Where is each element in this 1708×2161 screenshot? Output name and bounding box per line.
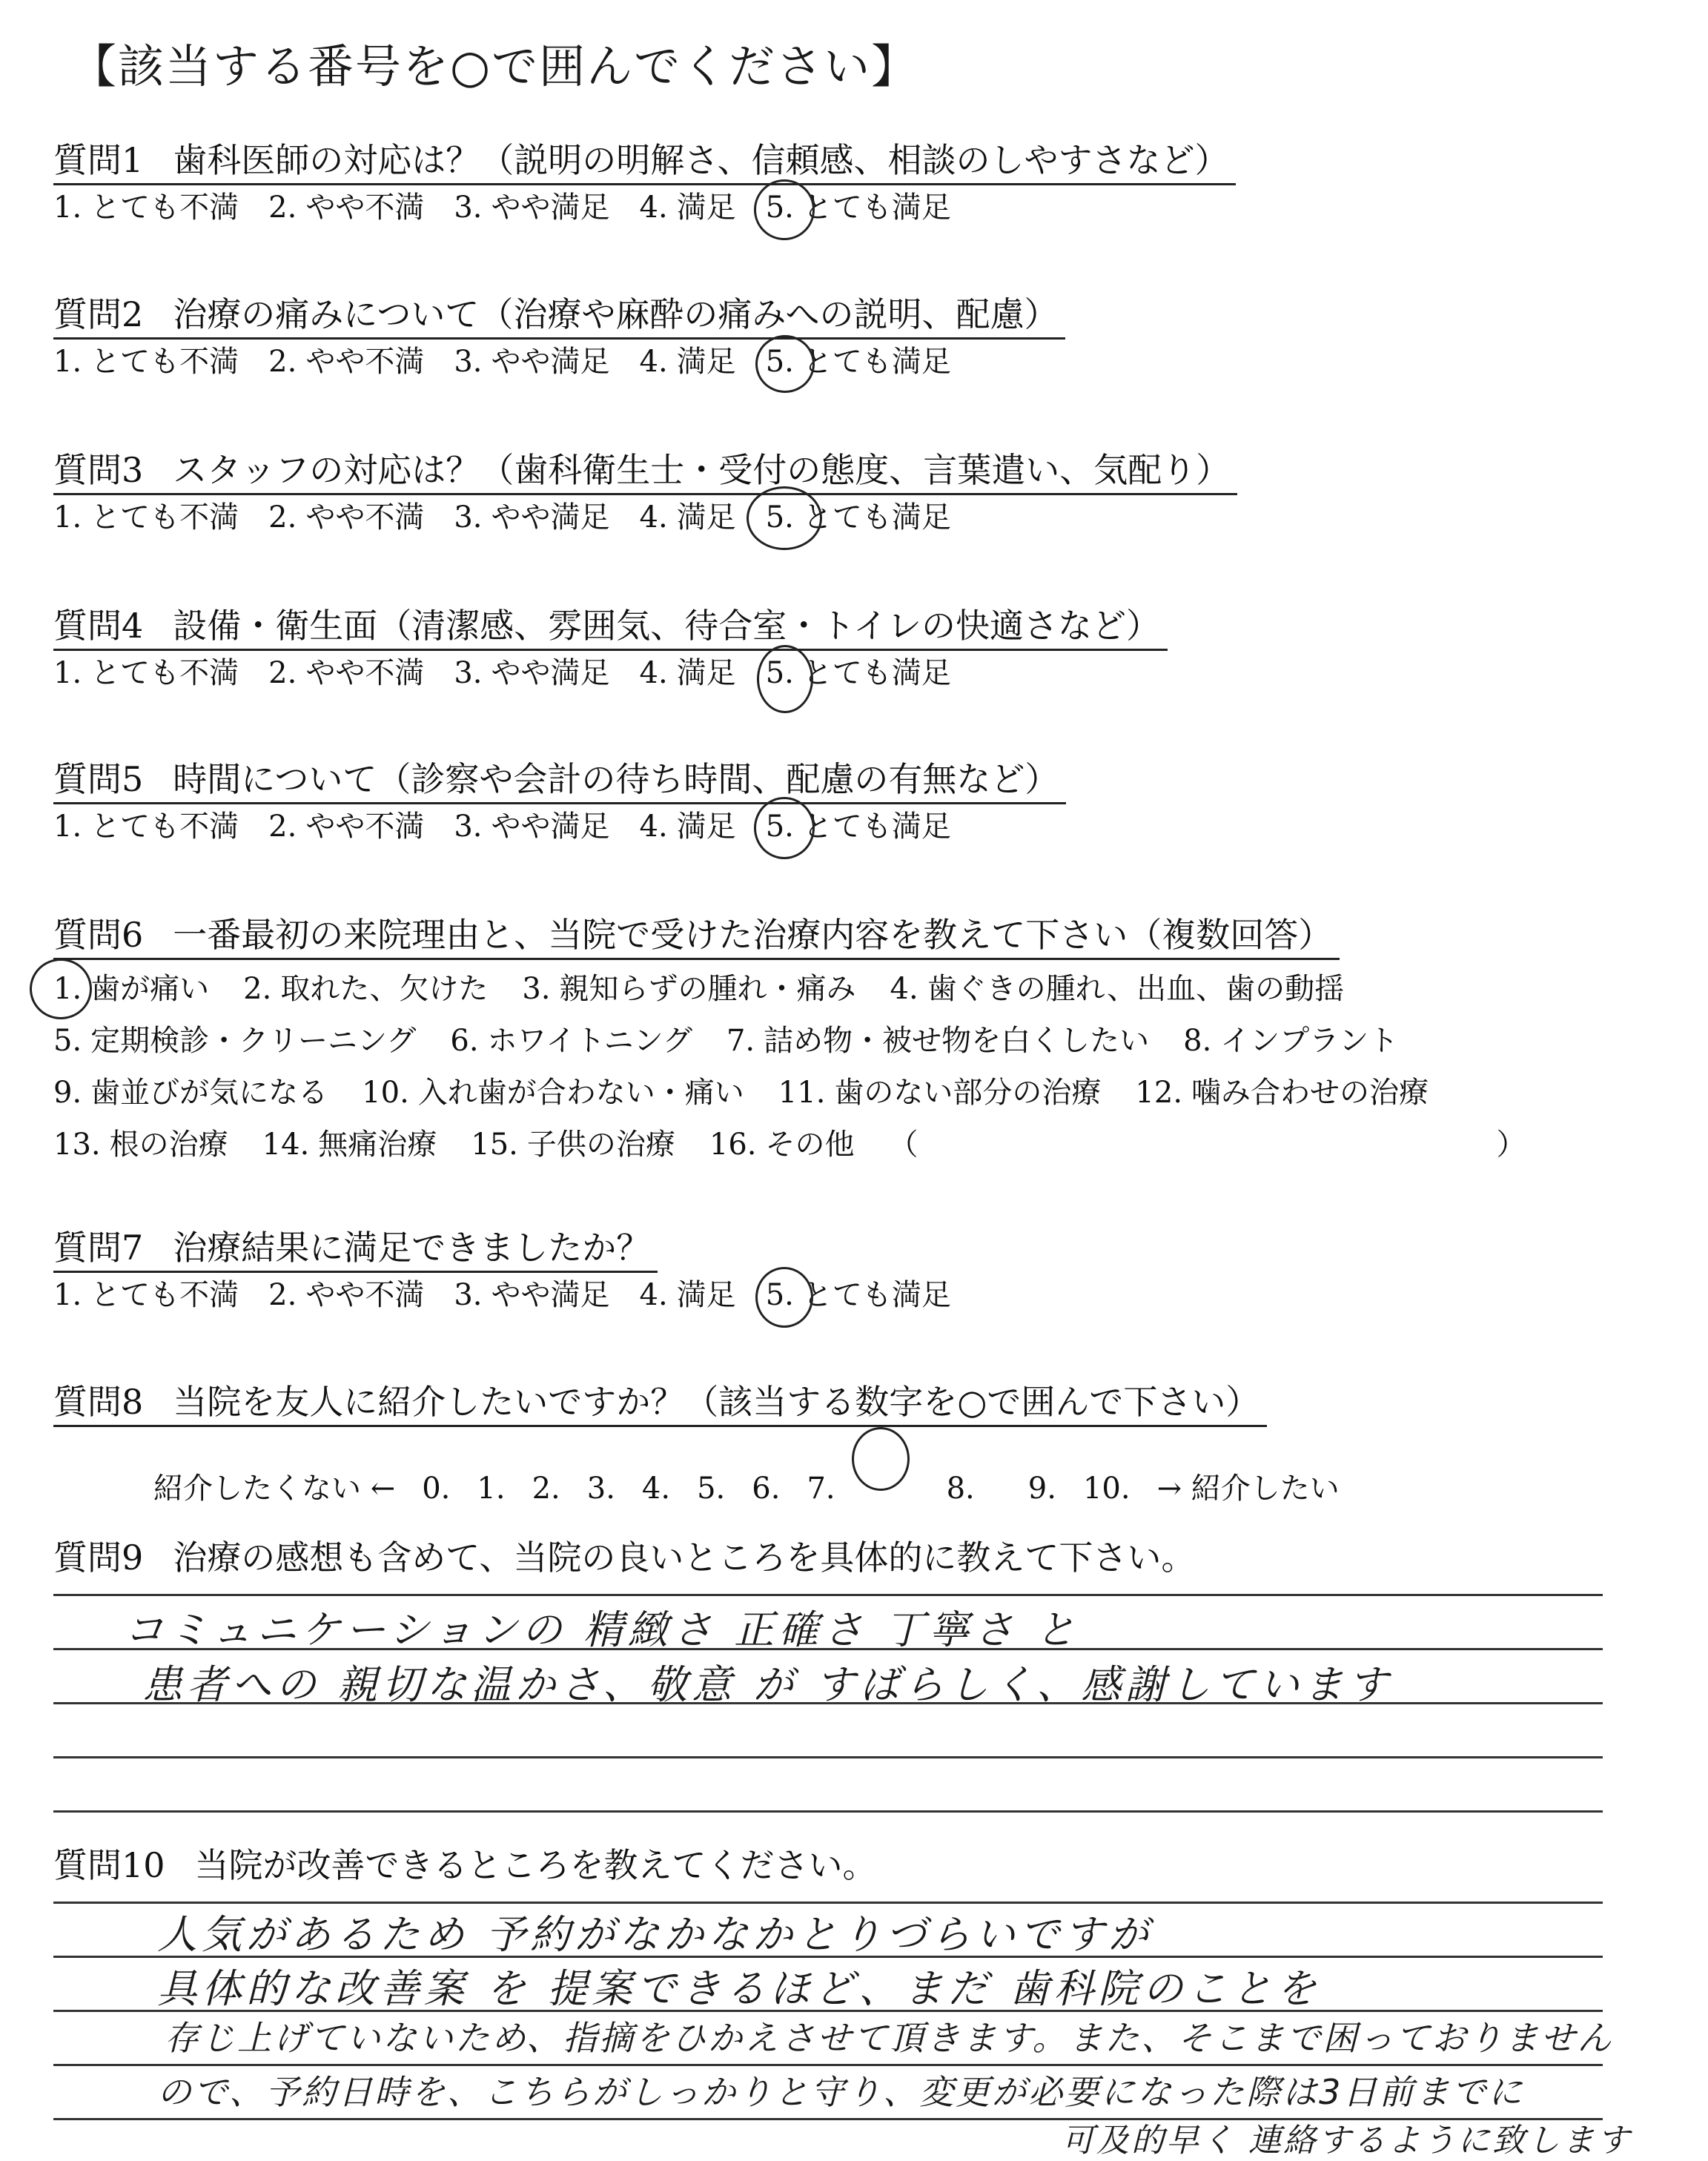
scale-left-label: 紹介したくない ← <box>153 1472 396 1506</box>
option-4[interactable]: 4. 満足 <box>639 656 736 690</box>
question-number: 質問7 <box>53 1228 144 1268</box>
scale-value[interactable]: 3. <box>586 1472 615 1506</box>
scale-value[interactable]: 9. <box>1027 1472 1056 1506</box>
reason-option-6[interactable]: 6. ホワイトニング <box>450 1024 692 1058</box>
question-text: 治療の感想も含めて、当院の良いところを具体的に教えて下さい。 <box>173 1538 1196 1578</box>
option-3[interactable]: 3. やや満足 <box>454 1278 610 1312</box>
question-9 <box>53 1535 1684 1581</box>
option-2[interactable]: 2. やや不満 <box>268 191 425 225</box>
answer-line <box>53 1594 1603 1596</box>
option-2[interactable]: 2. やや不満 <box>268 1278 425 1312</box>
question-8 <box>53 1379 1684 1511</box>
question-number: 質問4 <box>53 606 144 646</box>
option-5[interactable]: 5. とても満足 <box>766 1274 951 1316</box>
scale-value[interactable]: 5. <box>697 1472 726 1506</box>
reason-option-5[interactable]: 5. 定期検診・クリーニング <box>53 1024 417 1058</box>
reason-option-14[interactable]: 14. 無痛治療 <box>262 1128 437 1162</box>
question-7 <box>53 1225 1684 1316</box>
question-text: 当院が改善できるところを教えてください。 <box>194 1845 877 1885</box>
question-title <box>53 447 1237 495</box>
question-title <box>53 1842 1684 1888</box>
scale-value[interactable]: 6. <box>752 1472 781 1506</box>
scale-value[interactable]: 1. <box>477 1472 506 1506</box>
rating-options <box>53 341 1684 383</box>
option-5[interactable]: 5. とても満足 <box>766 497 951 538</box>
question-text: 治療結果に満足できましたか？ <box>173 1228 651 1268</box>
question-3 <box>53 447 1684 538</box>
reason-option-2[interactable]: 2. 取れた、欠けた <box>243 972 489 1006</box>
reason-option-3[interactable]: 3. 親知らずの腫れ・痛み <box>522 972 856 1006</box>
option-1[interactable]: 1. とても不満 <box>53 191 239 225</box>
question-6 <box>53 912 1684 1171</box>
question-text: 一番最初の来院理由と、当院で受けた治療内容を教えて下さい（複数回答） <box>173 915 1333 955</box>
other-paren-close: ） <box>1496 1128 1526 1162</box>
reason-option-10[interactable]: 10. 入れ歯が合わない・痛い <box>362 1076 744 1110</box>
rating-options <box>53 187 1684 228</box>
handwritten-answer: 患者への 親切な温かさ、敬意 が すばらしく、感謝しています <box>142 1661 1393 1708</box>
option-3[interactable]: 3. やや満足 <box>454 656 610 690</box>
reason-option-15[interactable]: 15. 子供の治療 <box>471 1128 675 1162</box>
scale-value-selected[interactable]: 8. <box>862 1434 1002 1511</box>
question-title <box>53 1379 1267 1427</box>
question-text: 設備・衛生面（清潔感、雰囲気、待合室・トイレの快適さなど） <box>173 606 1160 646</box>
handwritten-answer: コミュニケーションの 精緻さ 正確さ 丁寧さ と <box>124 1606 1080 1653</box>
form-header: 【該当する番号を○で囲んでください】 <box>70 39 919 93</box>
question-number: 質問5 <box>53 759 144 799</box>
question-title <box>53 1535 1684 1581</box>
question-text: 治療の痛みについて（治療や麻酔の痛みへの説明、配慮） <box>173 294 1059 334</box>
question-text: スタッフの対応は？（歯科衛生士・受付の態度、言葉遣い、気配り） <box>173 450 1231 490</box>
selection-circle <box>754 797 815 859</box>
answer-area-q9[interactable] <box>53 1594 1603 1816</box>
recommend-scale <box>53 1434 1684 1511</box>
question-number: 質問1 <box>53 140 144 180</box>
question-title <box>53 137 1236 185</box>
question-1 <box>53 137 1684 228</box>
option-4[interactable]: 4. 満足 <box>639 345 736 379</box>
selection-circle <box>755 335 815 393</box>
question-title <box>53 756 1066 804</box>
selection-circle <box>754 179 815 240</box>
reason-option-12[interactable]: 12. 噛み合わせの治療 <box>1135 1076 1429 1110</box>
question-title <box>53 291 1065 340</box>
option-row <box>53 1119 1684 1171</box>
option-1[interactable]: 1. とても不満 <box>53 500 239 535</box>
selection-circle <box>852 1427 910 1491</box>
rating-options <box>53 652 1684 694</box>
selection-circle <box>30 959 92 1019</box>
question-5 <box>53 756 1684 847</box>
option-4[interactable]: 4. 満足 <box>639 1278 736 1312</box>
option-5[interactable]: 5. とても満足 <box>766 652 951 694</box>
option-5[interactable]: 5. とても満足 <box>766 187 951 228</box>
handwritten-answer: 具体的な改善案 を 提案できるほど、まだ 歯科院のことを <box>157 1965 1321 2012</box>
rating-options <box>53 497 1684 538</box>
answer-line <box>53 1756 1603 1758</box>
option-4[interactable]: 4. 満足 <box>639 810 736 844</box>
reason-option-16[interactable]: 16. その他 <box>709 1128 855 1162</box>
question-title <box>53 912 1340 960</box>
option-1[interactable]: 1. とても不満 <box>53 656 239 690</box>
question-text: 時間について（診察や会計の待ち時間、配慮の有無など） <box>173 759 1059 799</box>
question-4 <box>53 603 1684 694</box>
option-2[interactable]: 2. やや不満 <box>268 810 425 844</box>
question-2 <box>53 291 1684 383</box>
question-number: 質問6 <box>53 915 144 955</box>
reason-option-11[interactable]: 11. 歯のない部分の治療 <box>778 1076 1102 1110</box>
scale-value[interactable]: 2. <box>532 1472 560 1506</box>
question-number: 質問10 <box>53 1845 165 1885</box>
option-row <box>53 1015 1684 1067</box>
reason-options <box>53 963 1684 1171</box>
handwritten-answer: ので、予約日時を、こちらがしっかりと守り、変更が必要になった際は3日前までに <box>157 2072 1525 2112</box>
option-4[interactable]: 4. 満足 <box>639 191 736 225</box>
option-row <box>53 1067 1684 1119</box>
option-1[interactable]: 1. とても不満 <box>53 1278 239 1312</box>
question-title <box>53 603 1168 651</box>
option-3[interactable]: 3. やや満足 <box>454 191 610 225</box>
handwritten-answer: 人気があるため 予約がなかなかとりづらいですが <box>157 1911 1153 1958</box>
answer-line <box>53 1810 1603 1813</box>
question-number: 質問2 <box>53 294 144 334</box>
handwritten-answer: 可及的早く 連絡するように致します <box>1062 2122 1632 2160</box>
reason-option-7[interactable]: 7. 詰め物・被せ物を白くしたい <box>726 1024 1150 1058</box>
handwritten-answer: 存じ上げていないため、指摘をひかえさせて頂きます。また、そこまで困っておりません <box>165 2018 1614 2058</box>
scale-right-label: → 紹介したい <box>1156 1472 1340 1506</box>
question-title <box>53 1225 658 1273</box>
option-2[interactable]: 2. やや不満 <box>268 500 425 535</box>
rating-options <box>53 1274 1684 1316</box>
question-text: 歯科医師の対応は？（説明の明解さ、信頼感、相談のしやすさなど） <box>173 140 1229 180</box>
option-1[interactable]: 1. とても不満 <box>53 810 239 844</box>
answer-area-q10[interactable] <box>53 1902 1632 2160</box>
reason-option-1[interactable]: 1. 歯が痛い <box>53 963 209 1015</box>
question-number: 質問8 <box>53 1382 144 1422</box>
option-5[interactable]: 5. とても満足 <box>766 806 951 847</box>
other-paren-open: （ <box>888 1128 918 1162</box>
reason-option-13[interactable]: 13. 根の治療 <box>53 1128 228 1162</box>
selection-circle <box>757 645 813 713</box>
option-3[interactable]: 3. やや満足 <box>454 810 610 844</box>
option-1[interactable]: 1. とても不満 <box>53 345 239 379</box>
selection-circle <box>755 1267 813 1328</box>
question-10 <box>53 1842 1684 1888</box>
reason-option-4[interactable]: 4. 歯ぐきの腫れ、出血、歯の動揺 <box>890 972 1345 1006</box>
option-5[interactable]: 5. とても満足 <box>766 341 951 383</box>
option-3[interactable]: 3. やや満足 <box>454 500 610 535</box>
question-number: 質問9 <box>53 1538 144 1578</box>
scale-value[interactable]: 0. <box>422 1472 451 1506</box>
scale-value[interactable]: 4. <box>641 1472 671 1506</box>
question-number: 質問3 <box>53 450 144 490</box>
option-2[interactable]: 2. やや不満 <box>268 345 425 379</box>
scale-value[interactable]: 10. <box>1082 1472 1131 1506</box>
option-row <box>53 963 1684 1015</box>
scale-value[interactable]: 7. <box>807 1472 835 1506</box>
option-3[interactable]: 3. やや満足 <box>454 345 610 379</box>
question-text: 当院を友人に紹介したいですか？（該当する数字を○で囲んで下さい） <box>173 1382 1260 1422</box>
option-4[interactable]: 4. 満足 <box>639 500 736 535</box>
selection-circle <box>747 486 822 550</box>
reason-option-8[interactable]: 8. インプラント <box>1183 1024 1399 1058</box>
option-2[interactable]: 2. やや不満 <box>268 656 425 690</box>
reason-option-9[interactable]: 9. 歯並びが気になる <box>53 1076 328 1110</box>
rating-options <box>53 806 1684 847</box>
